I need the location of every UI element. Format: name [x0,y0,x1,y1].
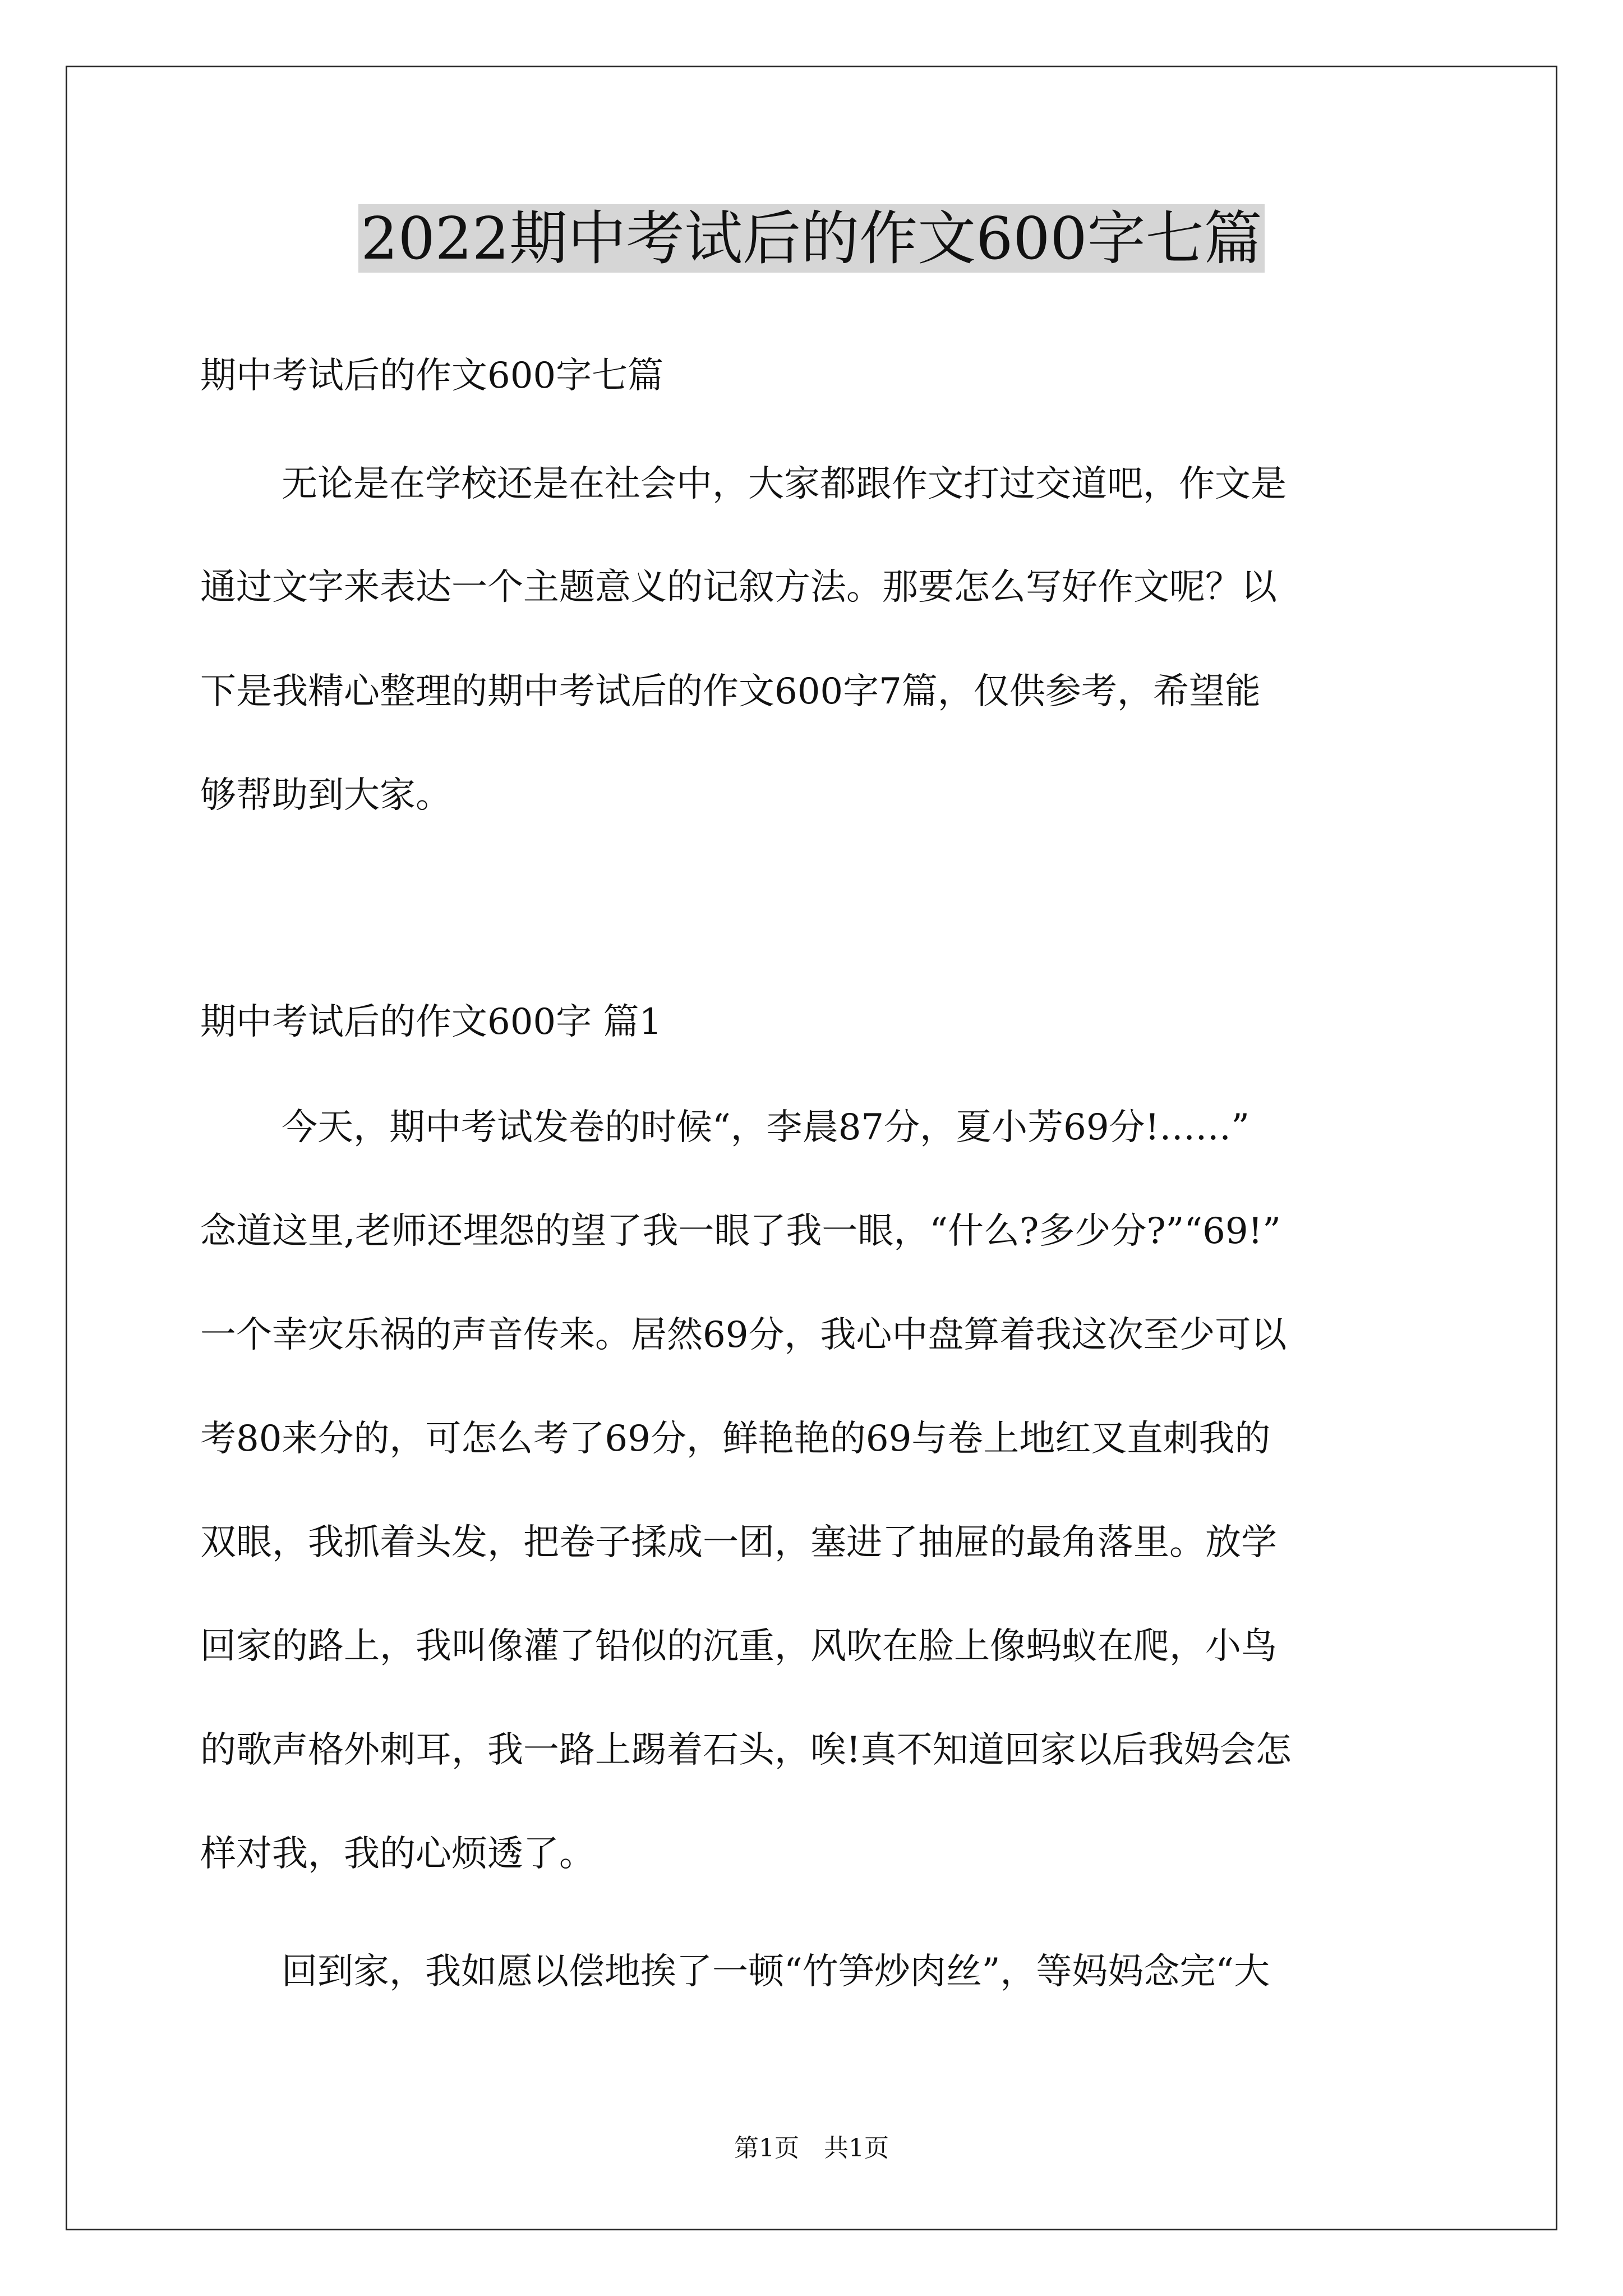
document-title-text: 2022期中考试后的作文600字七篇 [358,204,1264,273]
subtitle: 期中考试后的作文600字七篇 [200,355,664,397]
section-heading: 期中考试后的作文600字 篇1 [200,1001,662,1043]
body-line: 念道这里,老师还埋怨的望了我一眼了我一眼，“什么?多少分?”“69!” [200,1211,1281,1252]
intro-line: 够帮助到大家。 [200,775,451,816]
body-line: 今天，期中考试发卷的时候“，李晨87分，夏小芳69分!……” [282,1107,1250,1148]
body-line: 回家的路上，我叫像灌了铅似的沉重，风吹在脸上像蚂蚁在爬，小鸟 [200,1626,1277,1667]
page-footer: 第1页 共1页 [734,2134,889,2162]
body-line: 考80来分的，可怎么考了69分，鲜艳艳的69与卷上地红叉直刺我的 [200,1418,1271,1460]
body-line: 回到家，我如愿以偿地挨了一顿“竹笋炒肉丝”，等妈妈念完“大 [282,1951,1270,1993]
body-line: 样对我，我的心烦透了。 [200,1833,595,1875]
body-line: 一个幸灾乐祸的声音传来。居然69分，我心中盘算着我这次至少可以 [200,1314,1287,1356]
intro-line: 下是我精心整理的期中考试后的作文600字7篇，仅供参考，希望能 [200,671,1261,712]
body-line: 的歌声格外刺耳，我一路上踢着石头，唉!真不知道回家以后我妈会怎 [200,1729,1292,1771]
document-title [0,199,1623,278]
body-line: 双眼，我抓着头发，把卷子揉成一团，塞进了抽屉的最角落里。放学 [200,1522,1277,1563]
intro-line: 无论是在学校还是在社会中，大家都跟作文打过交道吧，作文是 [282,463,1287,505]
intro-line: 通过文字来表达一个主题意义的记叙方法。那要怎么写好作文呢？以 [200,567,1277,608]
